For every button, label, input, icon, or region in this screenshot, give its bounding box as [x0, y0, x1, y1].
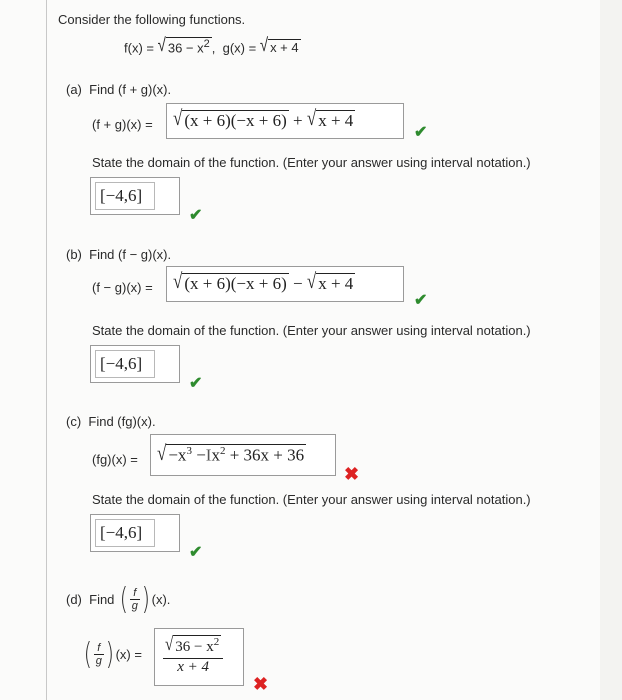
part-b-domain-box[interactable] — [90, 345, 180, 383]
correct-check-icon: ✔ — [189, 375, 203, 392]
part-d-find-prefix: Find — [89, 592, 115, 607]
part-a-header — [66, 82, 171, 97]
part-b-header — [66, 247, 171, 262]
part-c-term-1: −x — [168, 445, 187, 465]
part-b-domain-prompt: State the domain of the function. (Enter your answer using interval notation.) — [92, 323, 531, 338]
part-c-domain-value: [−4,6] — [100, 523, 143, 542]
part-b-operator: − — [293, 274, 303, 293]
part-d-answer-box[interactable]: $\frac{√ 36 - x^2}{x + 4}$ — [154, 628, 244, 686]
text-cursor-icon: I — [205, 445, 212, 465]
part-c-answer-box[interactable]: √ $-x^3 -Ix^2 + 36x + 36$ — [150, 434, 336, 476]
sqrt-icon: √ — [157, 440, 167, 465]
part-a-answer-box[interactable] — [166, 103, 404, 139]
f-radicand: 36 − x — [167, 40, 204, 56]
g-radicand: x + 4 — [270, 40, 299, 56]
sqrt-icon: √ — [165, 634, 174, 655]
part-b-domain-value: [−4,6] — [100, 354, 143, 373]
part-c-header — [66, 414, 156, 429]
part-a-domain-prompt: State the domain of the function. (Enter your answer using interval notation.) — [92, 155, 531, 170]
part-c-find: Find (fg)(x). — [88, 414, 156, 429]
sqrt-icon: √ — [173, 269, 183, 293]
correct-check-icon: ✔ — [414, 124, 428, 141]
part-d-find-suffix: (x). — [151, 592, 171, 607]
f-label: f(x) = — [124, 40, 154, 56]
sqrt-icon: √ — [157, 35, 166, 57]
g-label: g(x) = — [222, 40, 257, 56]
part-a-domain-box[interactable] — [90, 177, 180, 215]
part-b-lhs: (f − g)(x) = — [92, 280, 153, 295]
part-d-numerator: 36 − x — [175, 639, 214, 655]
part-b-radical-2: x + 4 — [318, 274, 354, 293]
intro-text: Consider the following functions. — [58, 12, 246, 27]
part-a-radical-2: x + 4 — [318, 111, 354, 130]
f-exponent: 2 — [203, 38, 210, 50]
correct-check-icon: ✔ — [414, 292, 428, 309]
part-a-label: (a) — [66, 82, 82, 97]
left-margin-line — [46, 0, 47, 700]
sqrt-icon: √ — [173, 106, 183, 130]
part-b-answer-box[interactable] — [166, 266, 404, 302]
part-b-radical-1: (x + 6)(−x + 6) — [184, 274, 287, 293]
part-d-label: (d) — [66, 592, 82, 607]
part-c-domain-prompt: State the domain of the function. (Enter your answer using interval notation.) — [92, 492, 531, 507]
part-a-find: Find (f + g)(x). — [89, 82, 172, 97]
definition-separator: , — [211, 40, 216, 56]
sqrt-icon: √ — [306, 106, 317, 130]
correct-check-icon: ✔ — [189, 207, 203, 224]
correct-check-icon: ✔ — [189, 544, 203, 561]
sqrt-icon: √ — [306, 269, 317, 293]
part-c-lhs: (fg)(x) = — [92, 452, 138, 467]
part-d-denominator: x + 4 — [177, 659, 209, 675]
part-a-operator: + — [293, 111, 303, 130]
part-b-label: (b) — [66, 247, 82, 262]
sqrt-icon: √ — [259, 35, 269, 57]
part-a-domain-value: [−4,6] — [100, 186, 143, 205]
function-definitions — [124, 37, 301, 56]
part-c-label: (c) — [66, 414, 82, 429]
part-b-find: Find (f − g)(x). — [89, 247, 172, 262]
incorrect-cross-icon: ✖ — [253, 674, 269, 694]
incorrect-cross-icon: ✖ — [344, 464, 360, 484]
part-d-lhs: ( $\frac{f}{g}$ ) (x) = — [83, 637, 142, 672]
part-a-lhs: (f + g)(x) = — [92, 117, 153, 132]
part-d-header: (d) Find ( $\frac{f}{g}$ ) (x). — [66, 582, 171, 617]
part-c-domain-box[interactable] — [90, 514, 180, 552]
part-a-radical-1: (x + 6)(−x + 6) — [184, 111, 287, 130]
